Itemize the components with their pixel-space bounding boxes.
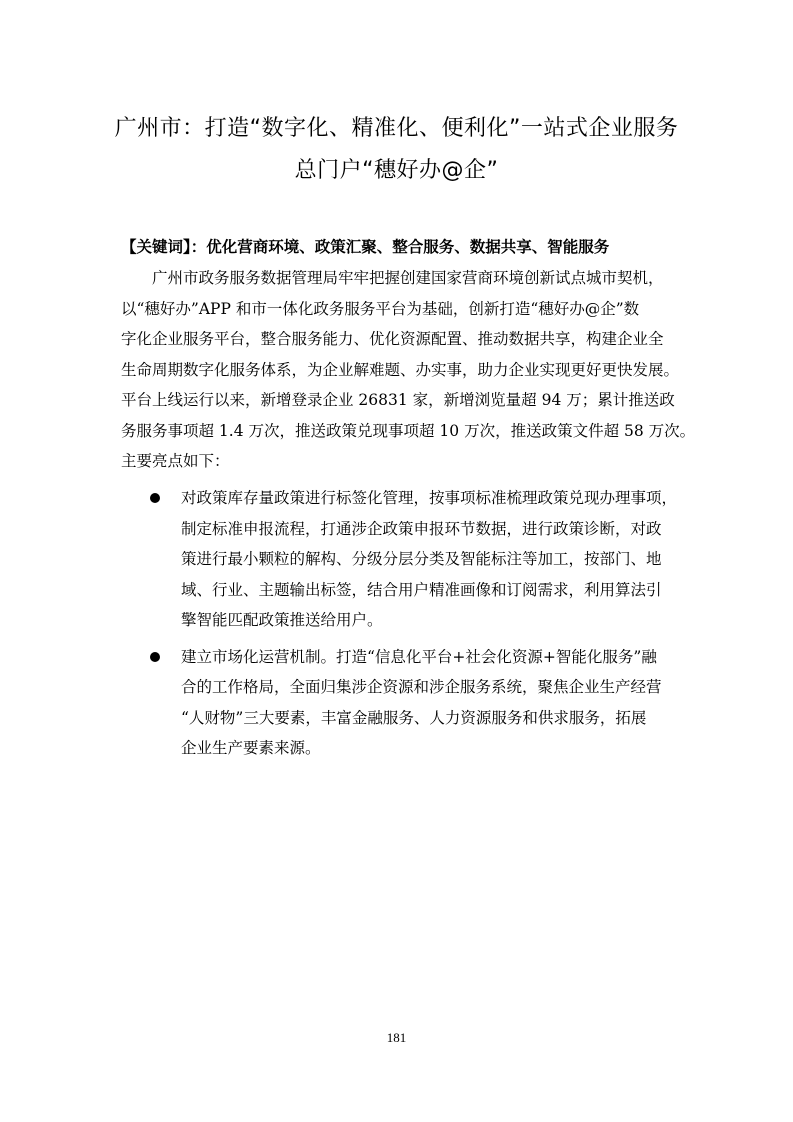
list-item-line: 策进行最小颗粒的解构、分级分层分类及智能标注等加工，按部门、地: [181, 550, 662, 568]
page-number: 181: [386, 1030, 407, 1045]
intro-paragraph: [121, 263, 696, 477]
intro-line: 务服务事项超 1.4 万次，推送政策兑现事项超 10 万次，推送政策文件超 58 万次。: [121, 421, 696, 440]
list-item-line: 域、行业、主题输出标签，结合用户精准画像和订阅需求，利用算法引: [181, 580, 662, 599]
intro-line: 主要亮点如下：: [121, 452, 230, 470]
intro-line: 生命周期数字化服务体系，为企业解难题、办实事，助力企业实现更好更快发展。: [121, 360, 680, 379]
list-item-line: 擎智能匹配政策推送给用户。: [181, 611, 383, 629]
list-item-line: 对政策库存量政策进行标签化管理，按事项标准梳理政策兑现办理事项，: [181, 489, 678, 507]
intro-line: 平台上线运行以来，新增登录企业 26831 家，新增浏览量超 94 万；累计推送政: [121, 391, 675, 409]
page-title-line-1: 广州市：打造“数字化、精准化、便利化”一站式企业服务: [114, 116, 679, 141]
list-item-line: 制定标准申报流程，打通涉企政策申报环节数据，进行政策诊断，对政: [181, 519, 662, 538]
intro-line: 广州市政务服务数据管理局牢牢把握创建国家营商环境创新试点城市契机，: [152, 269, 664, 287]
bullet-dot-icon: [150, 652, 160, 662]
list-item-line: 合的工作格局，全面归集涉企资源和涉企服务系统，聚焦企业生产经营: [181, 678, 662, 696]
intro-line: 字化企业服务平台，整合服务能力、优化资源配置、推动数据共享，构建企业全: [121, 330, 664, 348]
page-title-line-2: 总门户“穗好办@企”: [294, 158, 499, 183]
list-item-line: “人财物”三大要素，丰富金融服务、人力资源服务和供求服务，拓展: [181, 708, 647, 727]
highlights-list: [150, 483, 685, 764]
list-item-line: 企业生产要素来源。: [181, 739, 321, 757]
list-item-line: 建立市场化运营机制。打造“信息化平台+社会化资源+智能化服务”融: [181, 647, 657, 666]
list-item: [150, 642, 685, 764]
intro-line: 以“穗好办”APP 和市一体化政务服务平台为基础，创新打造“穗好办@企”数: [121, 299, 640, 318]
keywords-line: 【关键词】：优化营商环境、政策汇聚、整合服务、数据共享、智能服务: [121, 238, 610, 256]
list-item: [150, 483, 685, 636]
bullet-dot-icon: [150, 493, 160, 503]
